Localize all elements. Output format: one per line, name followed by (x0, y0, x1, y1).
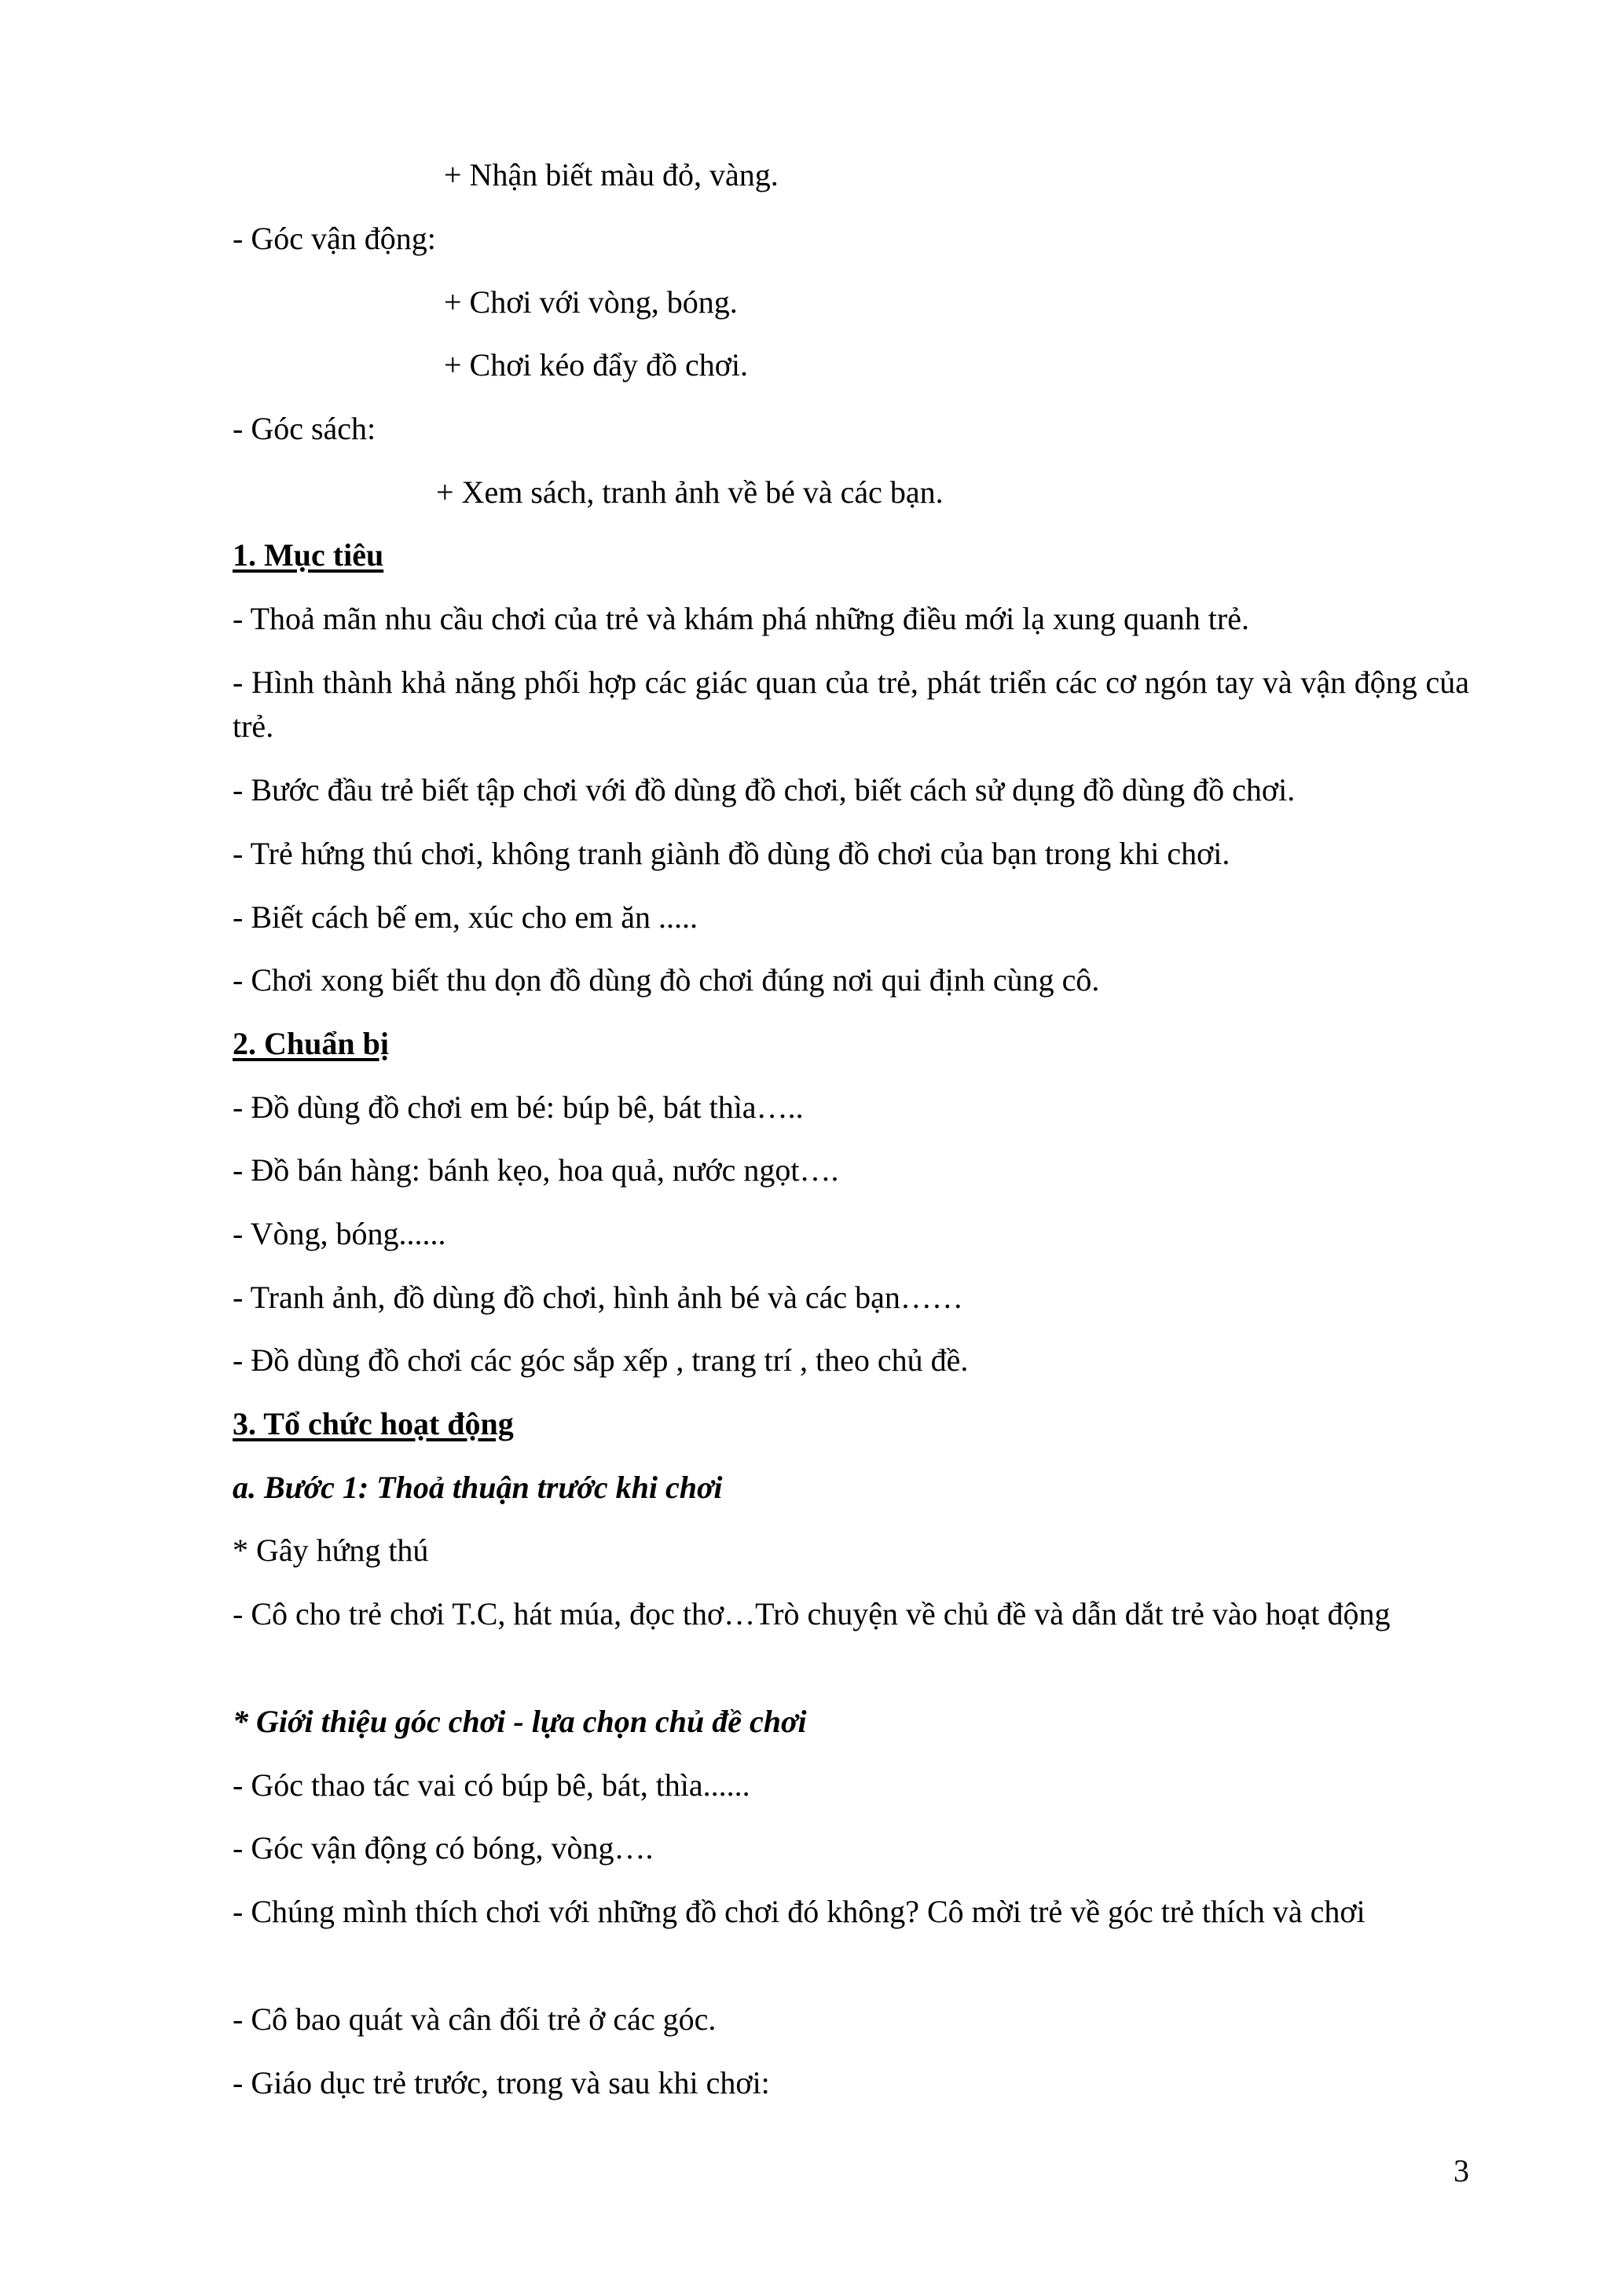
list-item: - Chúng mình thích chơi với những đồ chơi đó không? Cô mời trẻ về góc trẻ thích và chơi (233, 1894, 1366, 1929)
list-item: - Chơi xong biết thu dọn đồ dùng đò chơi đúng nơi qui định cùng cô. (233, 962, 1100, 998)
list-item: - Giáo dục trẻ trước, trong và sau khi chơi: (233, 2065, 770, 2100)
list-item: - Góc vận động: (233, 221, 436, 256)
sub-heading: * Giới thiệu góc chơi - lựa chọn chủ đề chơi (233, 1704, 807, 1739)
list-item: - Bước đầu trẻ biết tập chơi với đồ dùng đồ chơi, biết cách sử dụng đồ dùng đồ chơi. (233, 772, 1296, 807)
list-item: + Xem sách, tranh ảnh về bé và các bạn. (436, 474, 944, 510)
list-item: - Vòng, bóng...... (233, 1216, 446, 1251)
list-item: - Tranh ảnh, đồ dùng đồ chơi, hình ảnh bé và các bạn…… (233, 1280, 963, 1315)
list-item: - Thoả mãn nhu cầu chơi của trẻ và khám phá những điều mới lạ xung quanh trẻ. (233, 601, 1249, 636)
list-item: - Cô bao quát và cân đối trẻ ở các góc. (233, 2001, 717, 2037)
list-item: - Đồ bán hàng: bánh kẹo, hoa quả, nước ngọt…. (233, 1152, 839, 1188)
list-item: - Đồ dùng đồ chơi em bé: búp bê, bát thìa….. (233, 1089, 804, 1125)
list-item: + Chơi kéo đẩy đồ chơi. (444, 347, 749, 383)
section-heading-chuan-bi: 2. Chuẩn bị (233, 1026, 389, 1061)
list-item: - Góc vận động có bóng, vòng…. (233, 1830, 654, 1866)
list-item: - Góc thao tác vai có búp bê, bát, thìa...... (233, 1767, 750, 1803)
section-heading-muc-tieu: 1. Mục tiêu (233, 537, 384, 573)
list-item: + Chơi với vòng, bóng. (444, 284, 738, 320)
page-number: 3 (1454, 2153, 1469, 2188)
list-item: - Biết cách bế em, xúc cho em ăn ..... (233, 899, 698, 935)
list-item: - Góc sách: (233, 411, 376, 446)
list-item: - Hình thành khả năng phối hợp các giác quan của trẻ, phát triển các cơ ngón tay và vận động của trẻ. (233, 665, 1469, 744)
sub-heading: * Gây hứng thú (233, 1532, 429, 1568)
list-item: - Đồ dùng đồ chơi các góc sắp xếp , trang trí , theo chủ đề. (233, 1342, 969, 1378)
list-item: - Trẻ hứng thú chơi, không tranh giành đồ dùng đồ chơi của bạn trong khi chơi. (233, 836, 1230, 871)
list-item: - Cô cho trẻ chơi T.C, hát múa, đọc thơ…Trò chuyện về chủ đề và dẫn dắt trẻ vào hoạt động (233, 1596, 1391, 1631)
section-heading-to-chuc-hoat-dong: 3. Tổ chức hoạt động (233, 1406, 514, 1441)
step-heading: a. Bước 1: Thoả thuận trước khi chơi (233, 1470, 723, 1505)
list-item: + Nhận biết màu đỏ, vàng. (444, 157, 779, 192)
